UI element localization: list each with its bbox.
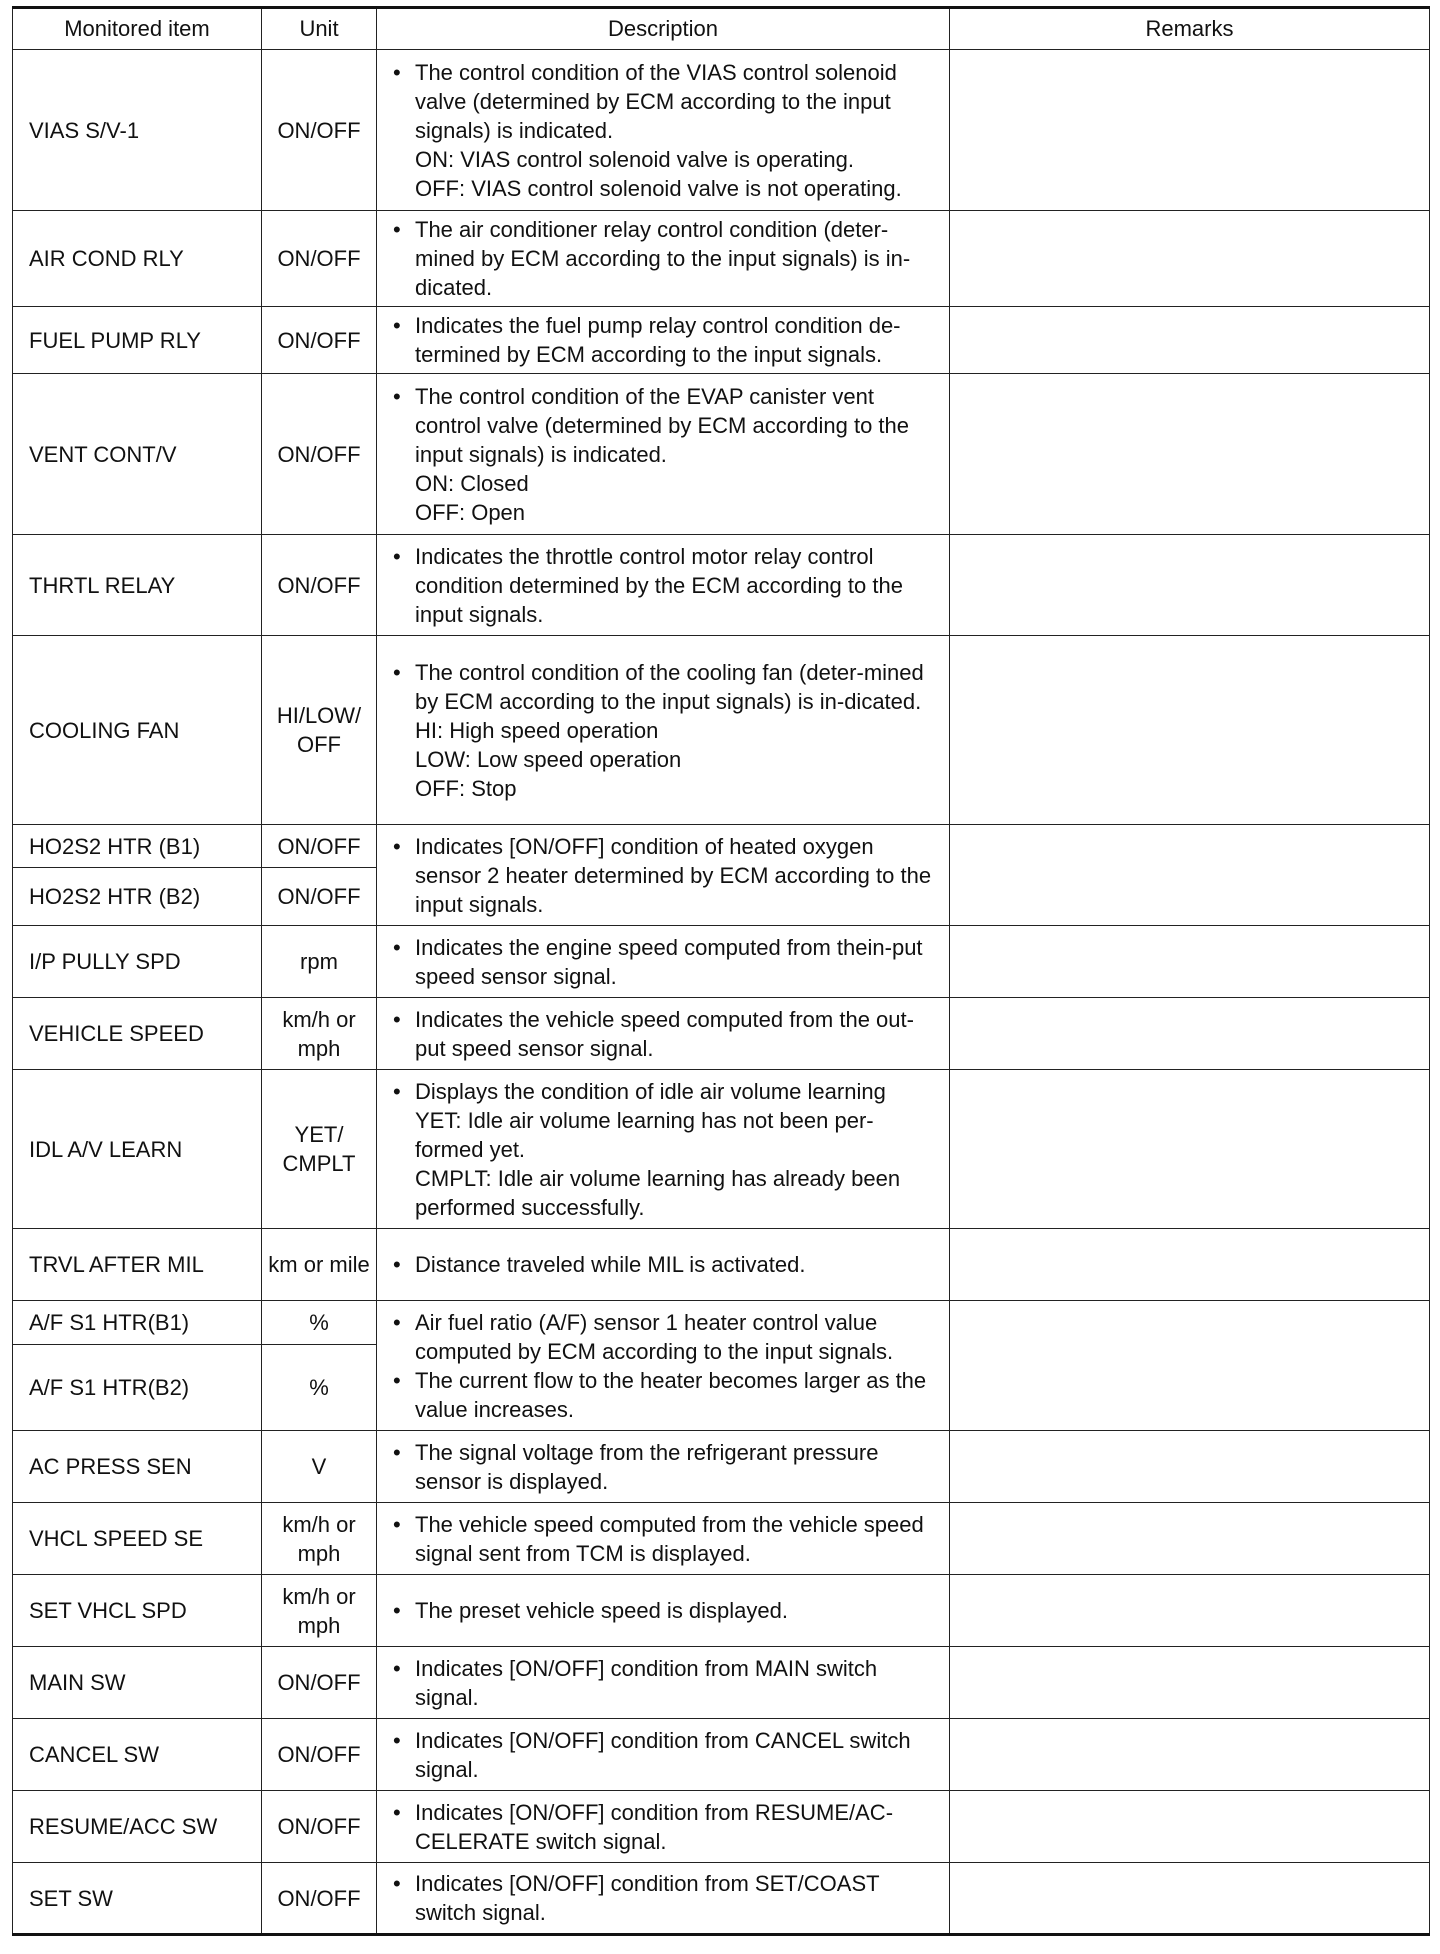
description-bullet: • Indicates [ON/OFF] condition from RESUME/AC-CELERATE switch signal. (393, 1798, 941, 1856)
description-bullet: • The current flow to the heater becomes larger as the value increases. (393, 1366, 941, 1424)
description-bullet: • Indicates the throttle control motor relay control condition determined by the ECM according to the input signals. (393, 542, 941, 629)
header-monitored-item: Monitored item (13, 8, 262, 50)
description-bullet: • Indicates [ON/OFF] condition of heated oxygen sensor 2 heater determined by ECM according to the input signals. (393, 832, 941, 919)
remarks-cell (950, 998, 1430, 1070)
remarks-cell (950, 1647, 1430, 1719)
unit-cell: ON/OFF (262, 1863, 377, 1935)
item-cell: SET VHCL SPD (13, 1575, 262, 1647)
unit-cell: YET/ CMPLT (262, 1070, 377, 1229)
description-bullet: • Indicates the vehicle speed computed from the out-put speed sensor signal. (393, 1005, 941, 1063)
item-cell: COOLING FAN (13, 636, 262, 825)
description-bullet: • Indicates [ON/OFF] condition from MAIN switch signal. (393, 1654, 941, 1712)
unit-cell: ON/OFF (262, 1719, 377, 1791)
monitor-table-page (12, 6, 1429, 1936)
description-cell (377, 1647, 950, 1719)
unit-cell: ON/OFF (262, 1791, 377, 1863)
item-cell: VEHICLE SPEED (13, 998, 262, 1070)
unit-cell: ON/OFF (262, 1647, 377, 1719)
description-bullet: • Indicates the fuel pump relay control condition de-termined by ECM according to the input signals. (393, 311, 941, 369)
unit-cell: ON/OFF (262, 211, 377, 307)
description-cell (377, 535, 950, 636)
description-bullet: • Displays the condition of idle air volume learning (393, 1077, 941, 1106)
remarks-cell (950, 636, 1430, 825)
description-subline: ON: VIAS control solenoid valve is operating. (415, 146, 855, 172)
description-subline: HI: High speed operation (415, 717, 659, 743)
description-bullet: • The air conditioner relay control condition (deter-mined by ECM according to the input signals) is in-dicated. (393, 215, 941, 302)
table-row (13, 50, 1430, 211)
table-row (13, 1229, 1430, 1301)
unit-cell: ON/OFF (262, 825, 377, 868)
unit-cell: ON/OFF (262, 868, 377, 926)
description-bullet: • The signal voltage from the refrigerant pressure sensor is displayed. (393, 1438, 941, 1496)
remarks-cell (950, 535, 1430, 636)
remarks-cell (950, 1070, 1430, 1229)
item-cell: THRTL RELAY (13, 535, 262, 636)
table-row (13, 998, 1430, 1070)
table-row (13, 636, 1430, 825)
unit-cell: ON/OFF (262, 535, 377, 636)
item-cell: RESUME/ACC SW (13, 1791, 262, 1863)
description-bullet: • The control condition of the EVAP canister vent control valve (determined by ECM according to the input signals) is indicated. (393, 382, 941, 469)
unit-cell: HI/LOW/ OFF (262, 636, 377, 825)
description-cell (377, 1301, 950, 1431)
table-row (13, 374, 1430, 535)
unit-cell: ON/OFF (262, 307, 377, 374)
item-cell: TRVL AFTER MIL (13, 1229, 262, 1301)
remarks-cell (950, 211, 1430, 307)
header-remarks: Remarks (950, 8, 1430, 50)
item-cell: SET SW (13, 1863, 262, 1935)
description-subline: CMPLT: Idle air volume learning has already been performed successfully. (415, 1165, 901, 1220)
unit-cell: km/h or mph (262, 1503, 377, 1575)
item-cell: VHCL SPEED SE (13, 1503, 262, 1575)
description-cell (377, 307, 950, 374)
table-row (13, 1647, 1430, 1719)
unit-cell: ON/OFF (262, 374, 377, 535)
description-bullet: • The control condition of the VIAS control solenoid valve (determined by ECM according to the input signals) is indicated. (393, 58, 941, 145)
description-subline: OFF: Open (415, 499, 526, 525)
table-row (13, 1863, 1430, 1935)
description-cell (377, 1070, 950, 1229)
item-cell: MAIN SW (13, 1647, 262, 1719)
item-cell: AC PRESS SEN (13, 1431, 262, 1503)
table-row (13, 1791, 1430, 1863)
unit-cell: ON/OFF (262, 50, 377, 211)
remarks-cell (950, 1503, 1430, 1575)
remarks-cell (950, 1575, 1430, 1647)
description-cell (377, 825, 950, 926)
table-row (13, 535, 1430, 636)
description-cell (377, 636, 950, 825)
unit-cell: km or mile (262, 1229, 377, 1301)
item-cell: HO2S2 HTR (B1) (13, 825, 262, 868)
unit-cell: % (262, 1301, 377, 1345)
description-cell (377, 1229, 950, 1301)
remarks-cell (950, 50, 1430, 211)
remarks-cell (950, 1719, 1430, 1791)
remarks-cell (950, 307, 1430, 374)
description-subline: OFF: VIAS control solenoid valve is not operating. (415, 175, 902, 201)
remarks-cell (950, 825, 1430, 926)
monitored-items-table (12, 6, 1430, 1936)
remarks-cell (950, 1791, 1430, 1863)
item-cell: VENT CONT/V (13, 374, 262, 535)
item-cell: I/P PULLY SPD (13, 926, 262, 998)
description-cell (377, 1575, 950, 1647)
unit-cell: % (262, 1345, 377, 1431)
unit-cell: V (262, 1431, 377, 1503)
table-row (13, 1070, 1430, 1229)
unit-cell: rpm (262, 926, 377, 998)
description-bullet: • Distance traveled while MIL is activated. (393, 1250, 941, 1279)
table-row (13, 1719, 1430, 1791)
unit-cell: km/h or mph (262, 1575, 377, 1647)
description-bullet: • The preset vehicle speed is displayed. (393, 1596, 941, 1625)
table-row (13, 1575, 1430, 1647)
item-cell: A/F S1 HTR(B2) (13, 1345, 262, 1431)
description-cell (377, 50, 950, 211)
description-cell (377, 211, 950, 307)
description-bullet: • Indicates [ON/OFF] condition from CANCEL switch signal. (393, 1726, 941, 1784)
description-subline: LOW: Low speed operation (415, 746, 682, 772)
description-subline: ON: Closed (415, 470, 529, 496)
remarks-cell (950, 1863, 1430, 1935)
description-cell (377, 374, 950, 535)
table-row (13, 1301, 1430, 1345)
description-cell (377, 998, 950, 1070)
description-bullet: • The control condition of the cooling fan (deter-mined by ECM according to the input signals) is in-dicated. (393, 658, 941, 716)
description-bullet: • Air fuel ratio (A/F) sensor 1 heater control value computed by ECM according to the input signals. (393, 1308, 941, 1366)
remarks-cell (950, 926, 1430, 998)
table-row (13, 211, 1430, 307)
header-description: Description (377, 8, 950, 50)
item-cell: FUEL PUMP RLY (13, 307, 262, 374)
table-row (13, 1431, 1430, 1503)
table-row (13, 825, 1430, 868)
description-bullet: • Indicates the engine speed computed from thein-put speed sensor signal. (393, 933, 941, 991)
description-subline: YET: Idle air volume learning has not been per-formed yet. (415, 1107, 874, 1162)
header-unit: Unit (262, 8, 377, 50)
item-cell: HO2S2 HTR (B2) (13, 868, 262, 926)
item-cell: CANCEL SW (13, 1719, 262, 1791)
description-bullet: • The vehicle speed computed from the vehicle speed signal sent from TCM is displayed. (393, 1510, 941, 1568)
table-row (13, 307, 1430, 374)
item-cell: A/F S1 HTR(B1) (13, 1301, 262, 1345)
description-cell (377, 1719, 950, 1791)
description-cell (377, 1431, 950, 1503)
remarks-cell (950, 374, 1430, 535)
remarks-cell (950, 1301, 1430, 1431)
item-cell: AIR COND RLY (13, 211, 262, 307)
remarks-cell (950, 1229, 1430, 1301)
description-bullet: • Indicates [ON/OFF] condition from SET/COAST switch signal. (393, 1869, 941, 1927)
table-header-row (13, 8, 1430, 50)
description-cell (377, 1503, 950, 1575)
remarks-cell (950, 1431, 1430, 1503)
unit-cell: km/h or mph (262, 998, 377, 1070)
table-row (13, 926, 1430, 998)
item-cell: VIAS S/V-1 (13, 50, 262, 211)
description-subline: OFF: Stop (415, 775, 517, 801)
description-cell (377, 926, 950, 998)
item-cell: IDL A/V LEARN (13, 1070, 262, 1229)
description-cell (377, 1863, 950, 1935)
table-row (13, 1503, 1430, 1575)
description-cell (377, 1791, 950, 1863)
